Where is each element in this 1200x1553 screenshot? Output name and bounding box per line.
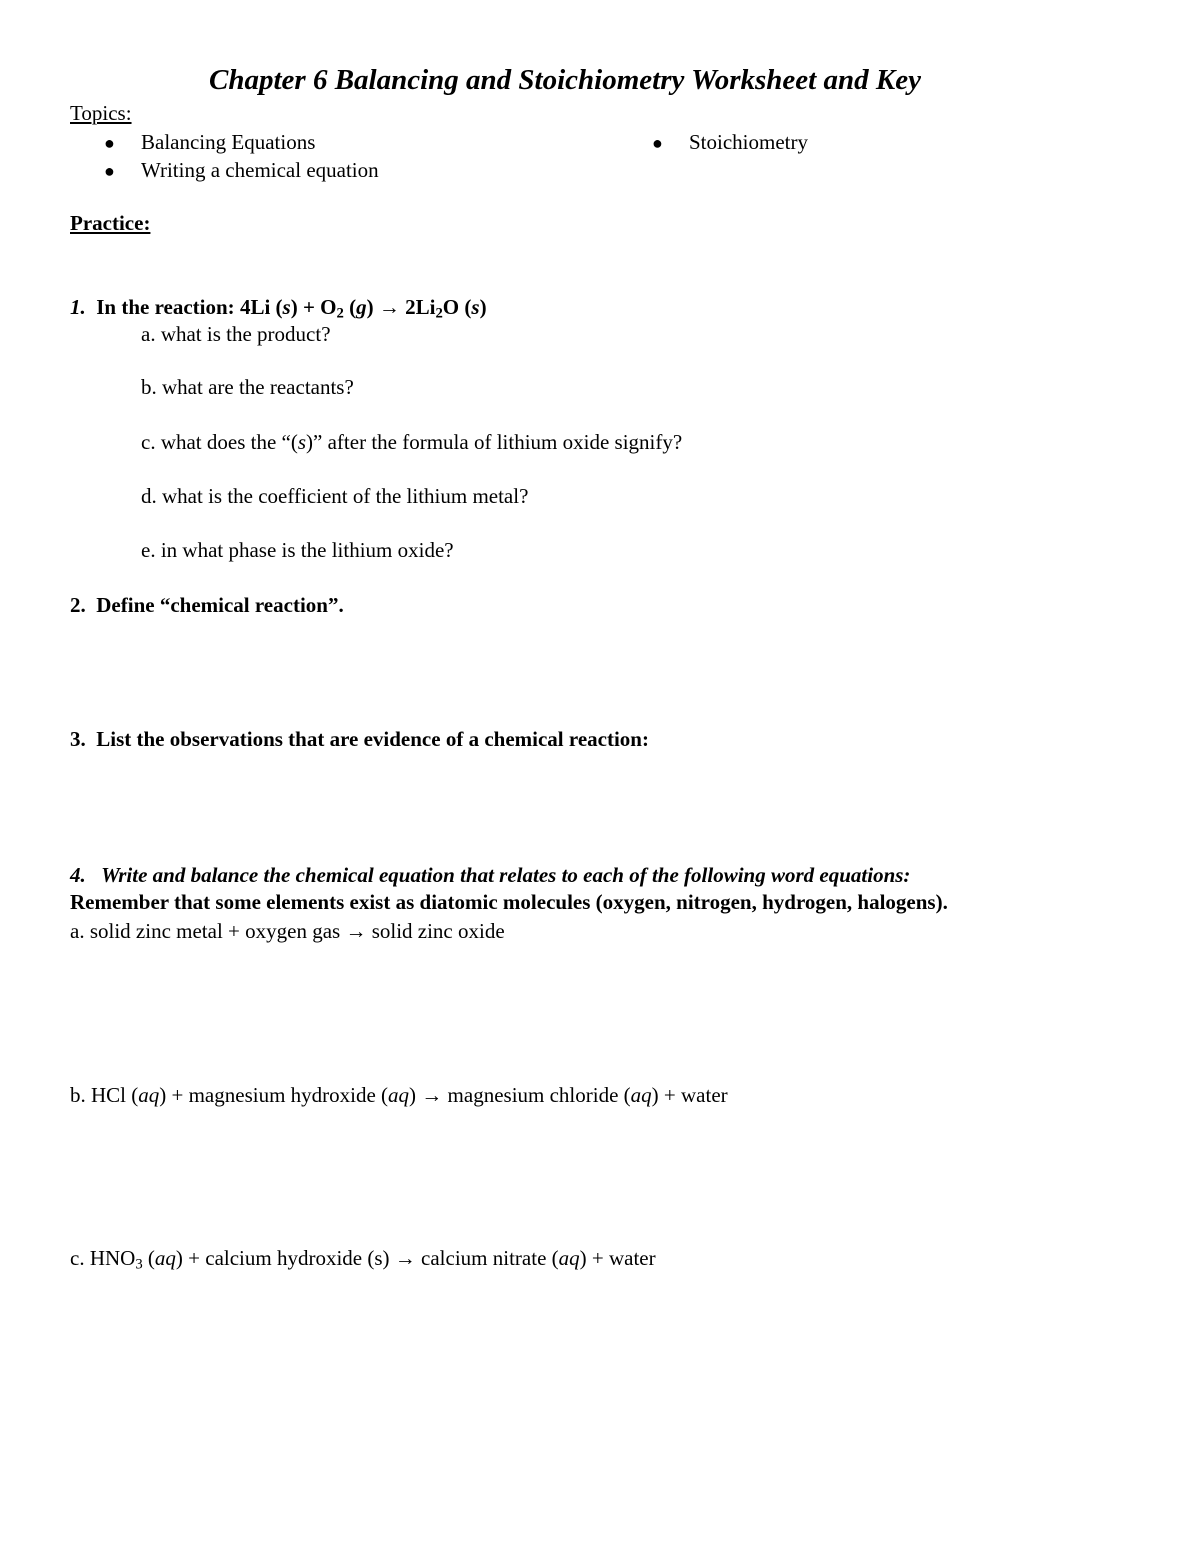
page-title: Chapter 6 Balancing and Stoichiometry Worksheet and Key [209, 64, 921, 96]
question-lead: In the reaction: [96, 295, 235, 319]
topic-item: Writing a chemical equation [141, 158, 379, 182]
topic-item: Balancing Equations [141, 130, 316, 154]
question-1c: c. what does the “(s)” after the formula of lithium oxide signify? [141, 430, 683, 454]
question-1e: e. in what phase is the lithium oxide? [141, 538, 454, 562]
bullet-icon: ● [104, 161, 115, 181]
question-4c: c. $HNO_3$ (aq) + calcium hydroxide (s) → calcium nitrate (aq) + water [70, 1246, 656, 1273]
question-1 [70, 295, 487, 322]
practice-heading: Practice: [70, 211, 151, 235]
question-4b: b. HCl (aq) + magnesium hydroxide (aq) → magnesium chloride (aq) + water [70, 1083, 728, 1107]
question-4: 4. Write and balance the chemical equation that relates to each of the following word equations: [70, 863, 911, 887]
bullet-icon: ● [104, 133, 115, 153]
question-4a: a. solid zinc metal + oxygen gas → solid zinc oxide [70, 919, 505, 943]
reaction-equation: 4Li $(s) + O_2$ $(g) \to 2Li_2O$ (s) [239, 295, 487, 322]
question-1d: d. what is the coefficient of the lithium metal? [141, 484, 529, 508]
question-2: 2. Define “chemical reaction”. [70, 593, 344, 617]
bullet-icon: ● [652, 133, 663, 153]
arrow-icon: → [378, 295, 400, 319]
question-1b: b. what are the reactants? [141, 375, 354, 399]
question-number: 1. [70, 295, 86, 319]
question-1a: a. what is the product? [141, 322, 331, 346]
topics-heading: Topics: [70, 101, 132, 125]
question-4-note: Remember that some elements exist as diatomic molecules (oxygen, nitrogen, hydrogen, halogens). [70, 890, 948, 914]
question-3: 3. List the observations that are evidence of a chemical reaction: [70, 727, 649, 751]
topic-item: Stoichiometry [689, 130, 808, 154]
